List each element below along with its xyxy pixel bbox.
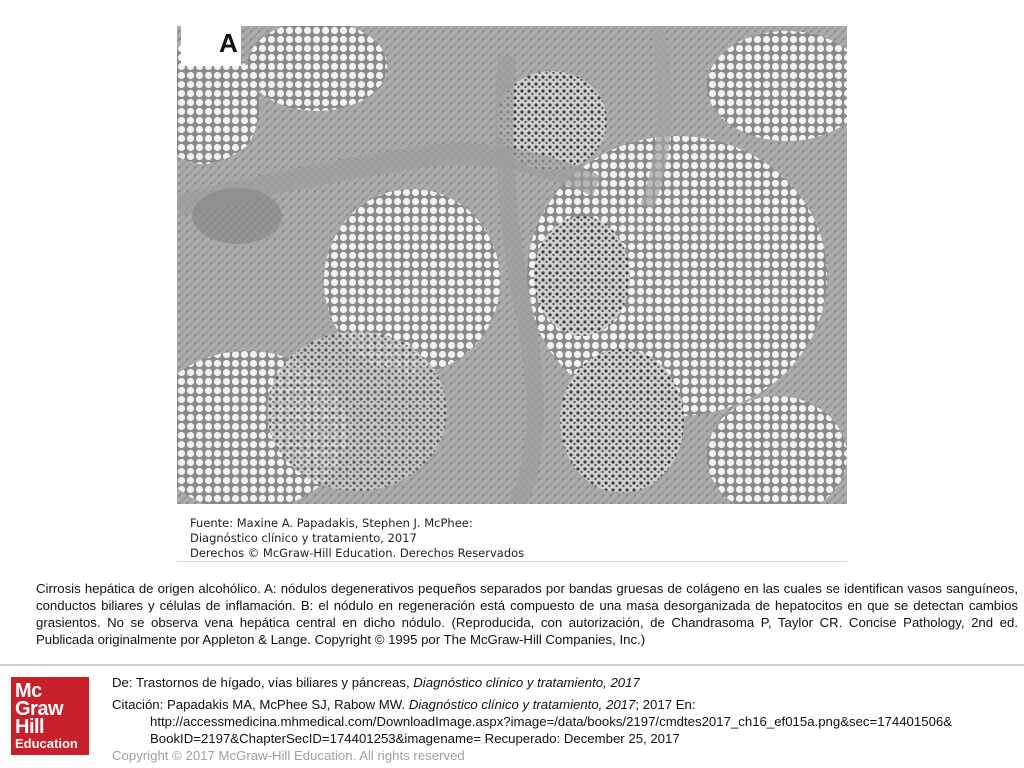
logo-text: Hill bbox=[15, 716, 45, 738]
citation-footer bbox=[112, 674, 1017, 764]
publisher-logo bbox=[11, 677, 89, 755]
source-line: Derechos © McGraw-Hill Education. Derechos Reservados bbox=[190, 546, 525, 560]
citation-authors: Citación: Papadakis MA, McPhee SJ, Rabow MW. bbox=[112, 697, 409, 712]
logo-text: Graw bbox=[15, 698, 64, 720]
divider bbox=[0, 664, 1024, 666]
logo-text: Mc bbox=[15, 680, 42, 702]
logo-text: Education bbox=[15, 736, 78, 751]
book-title: Diagnóstico clínico y tratamiento, 2017 bbox=[408, 697, 636, 712]
divider bbox=[177, 561, 847, 562]
figure-caption: Cirrosis hepática de origen alcohólico. A: nódulos degenerativos pequeños separados por bandas gruesas de colágeno en las cuales se identifican vasos sanguíneos, conductos biliares y células de inflamación. B: el nódulo en regeneración está compuesto de una masa desorganizada de hepatocitos en que se detectan cambios grasientos. No se observa vena hepática central en dicho nódulo. (Reproducida, con autorización, de Chandrasoma P, Taylor CR. Concise Pathology, 2nd ed. Publicada originalmente por Appleton & Lange. Copyright © 1995 por The McGraw-Hill Companies, Inc.) bbox=[36, 581, 1018, 647]
chapter-prefix: De: Trastornos de hígado, vías biliares y páncreas, bbox=[112, 675, 414, 690]
book-title: Diagnóstico clínico y tratamiento, 2017 bbox=[413, 675, 640, 690]
copyright-notice: Copyright © 2017 McGraw-Hill Education. All rights reserved bbox=[112, 748, 465, 763]
image-source-credit bbox=[190, 516, 846, 561]
source-line: Diagnóstico clínico y tratamiento, 2017 bbox=[190, 531, 417, 545]
citation-suffix: ; 2017 En: bbox=[635, 697, 696, 712]
histology-micrograph bbox=[177, 26, 847, 504]
micrograph-image bbox=[177, 26, 847, 504]
citation-url-continued: BookID=2197&ChapterSecID=174401253&imagename= Recuperado: December 25, 2017 bbox=[150, 731, 680, 746]
source-chapter bbox=[112, 674, 1017, 691]
citation-line bbox=[112, 696, 1017, 713]
source-line: Fuente: Maxine A. Papadakis, Stephen J. McPhee: bbox=[190, 516, 473, 530]
panel-label: A bbox=[181, 26, 241, 66]
citation-url[interactable]: http://accessmedicina.mhmedical.com/DownloadImage.aspx?image=/data/books/2197/cmdtes2017_ch16_ef015a.png&sec=174401506& bbox=[150, 714, 953, 729]
